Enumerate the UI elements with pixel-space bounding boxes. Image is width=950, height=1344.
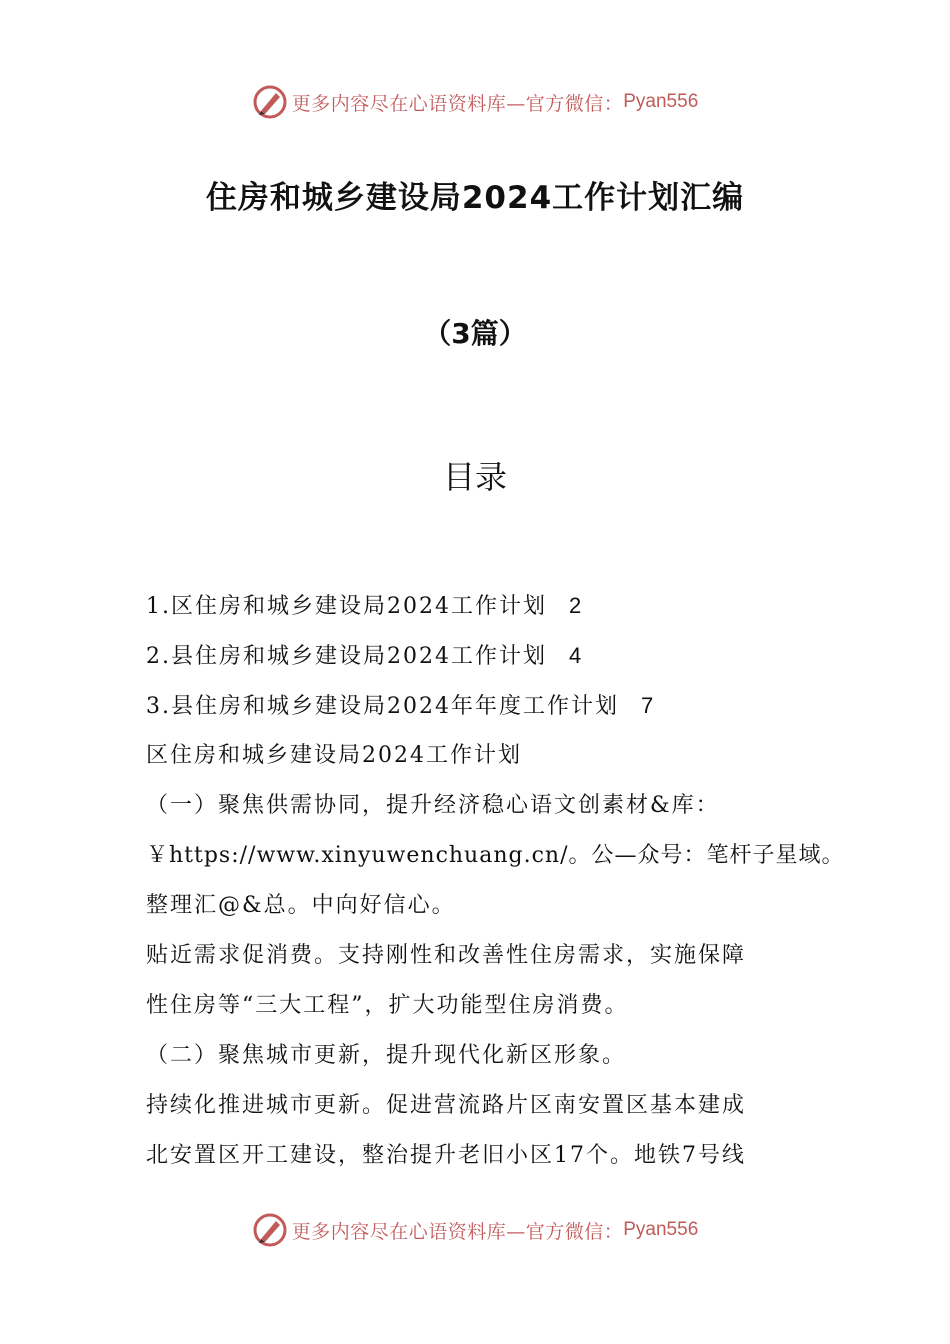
- paragraph-line: （一）聚焦供需协同，提升经济稳心语文创素材&库：: [146, 793, 720, 818]
- paragraph-line: （二）聚焦城市更新，提升现代化新区形象。: [146, 1043, 627, 1068]
- toc-entry-page: 4: [568, 643, 582, 668]
- toc-heading: 目录: [442, 458, 507, 496]
- document-title: 住房和城乡建设局2024工作计划汇编: [205, 180, 745, 216]
- document-subtitle: （3篇）: [423, 317, 527, 350]
- watermark-account: Pyan556: [623, 1219, 699, 1240]
- toc-entry-label: 3.县住房和城乡建设局2024年年度工作计划: [146, 694, 619, 719]
- header-watermark: [0, 82, 950, 122]
- section-title: 区住房和城乡建设局2024工作计划: [146, 743, 522, 768]
- toc-entry-2[interactable]: [146, 634, 826, 684]
- paragraph-line: 贴近需求促消费。支持刚性和改善性住房需求，实施保障: [146, 943, 747, 968]
- footer-watermark: [0, 1210, 950, 1250]
- toc-entry-3[interactable]: [146, 684, 826, 734]
- paragraph-line: 性住房等“三大工程”，扩大功能型住房消费。: [146, 993, 629, 1018]
- toc-entry-1[interactable]: [146, 584, 826, 634]
- watermark-text: 更多内容尽在心语资料库—官方微信：: [291, 92, 624, 115]
- pen-logo-icon: [252, 84, 288, 120]
- paragraph-line: 整理汇@&总。中向好信心。: [146, 893, 456, 918]
- toc-entry-label: 1.区住房和城乡建设局2024工作计划: [146, 594, 547, 619]
- watermark-text: 更多内容尽在心语资料库—官方微信：: [291, 1220, 624, 1243]
- watermark-account: Pyan556: [623, 91, 699, 112]
- paragraph-line: 北安置区开工建设，整治提升老旧小区17个。地铁7号线: [146, 1143, 746, 1168]
- document-body: [146, 584, 845, 1184]
- paragraph-line: ￥https://www.xinyuwenchuang.cn/。公—众号：笔杆子星域。: [146, 843, 845, 868]
- toc-entry-page: 7: [640, 693, 654, 718]
- toc-entry-page: 2: [568, 593, 582, 618]
- pen-logo-icon: [252, 1212, 288, 1248]
- toc-entry-label: 2.县住房和城乡建设局2024工作计划: [146, 644, 547, 669]
- paragraph-line: 持续化推进城市更新。促进营流路片区南安置区基本建成: [146, 1093, 747, 1118]
